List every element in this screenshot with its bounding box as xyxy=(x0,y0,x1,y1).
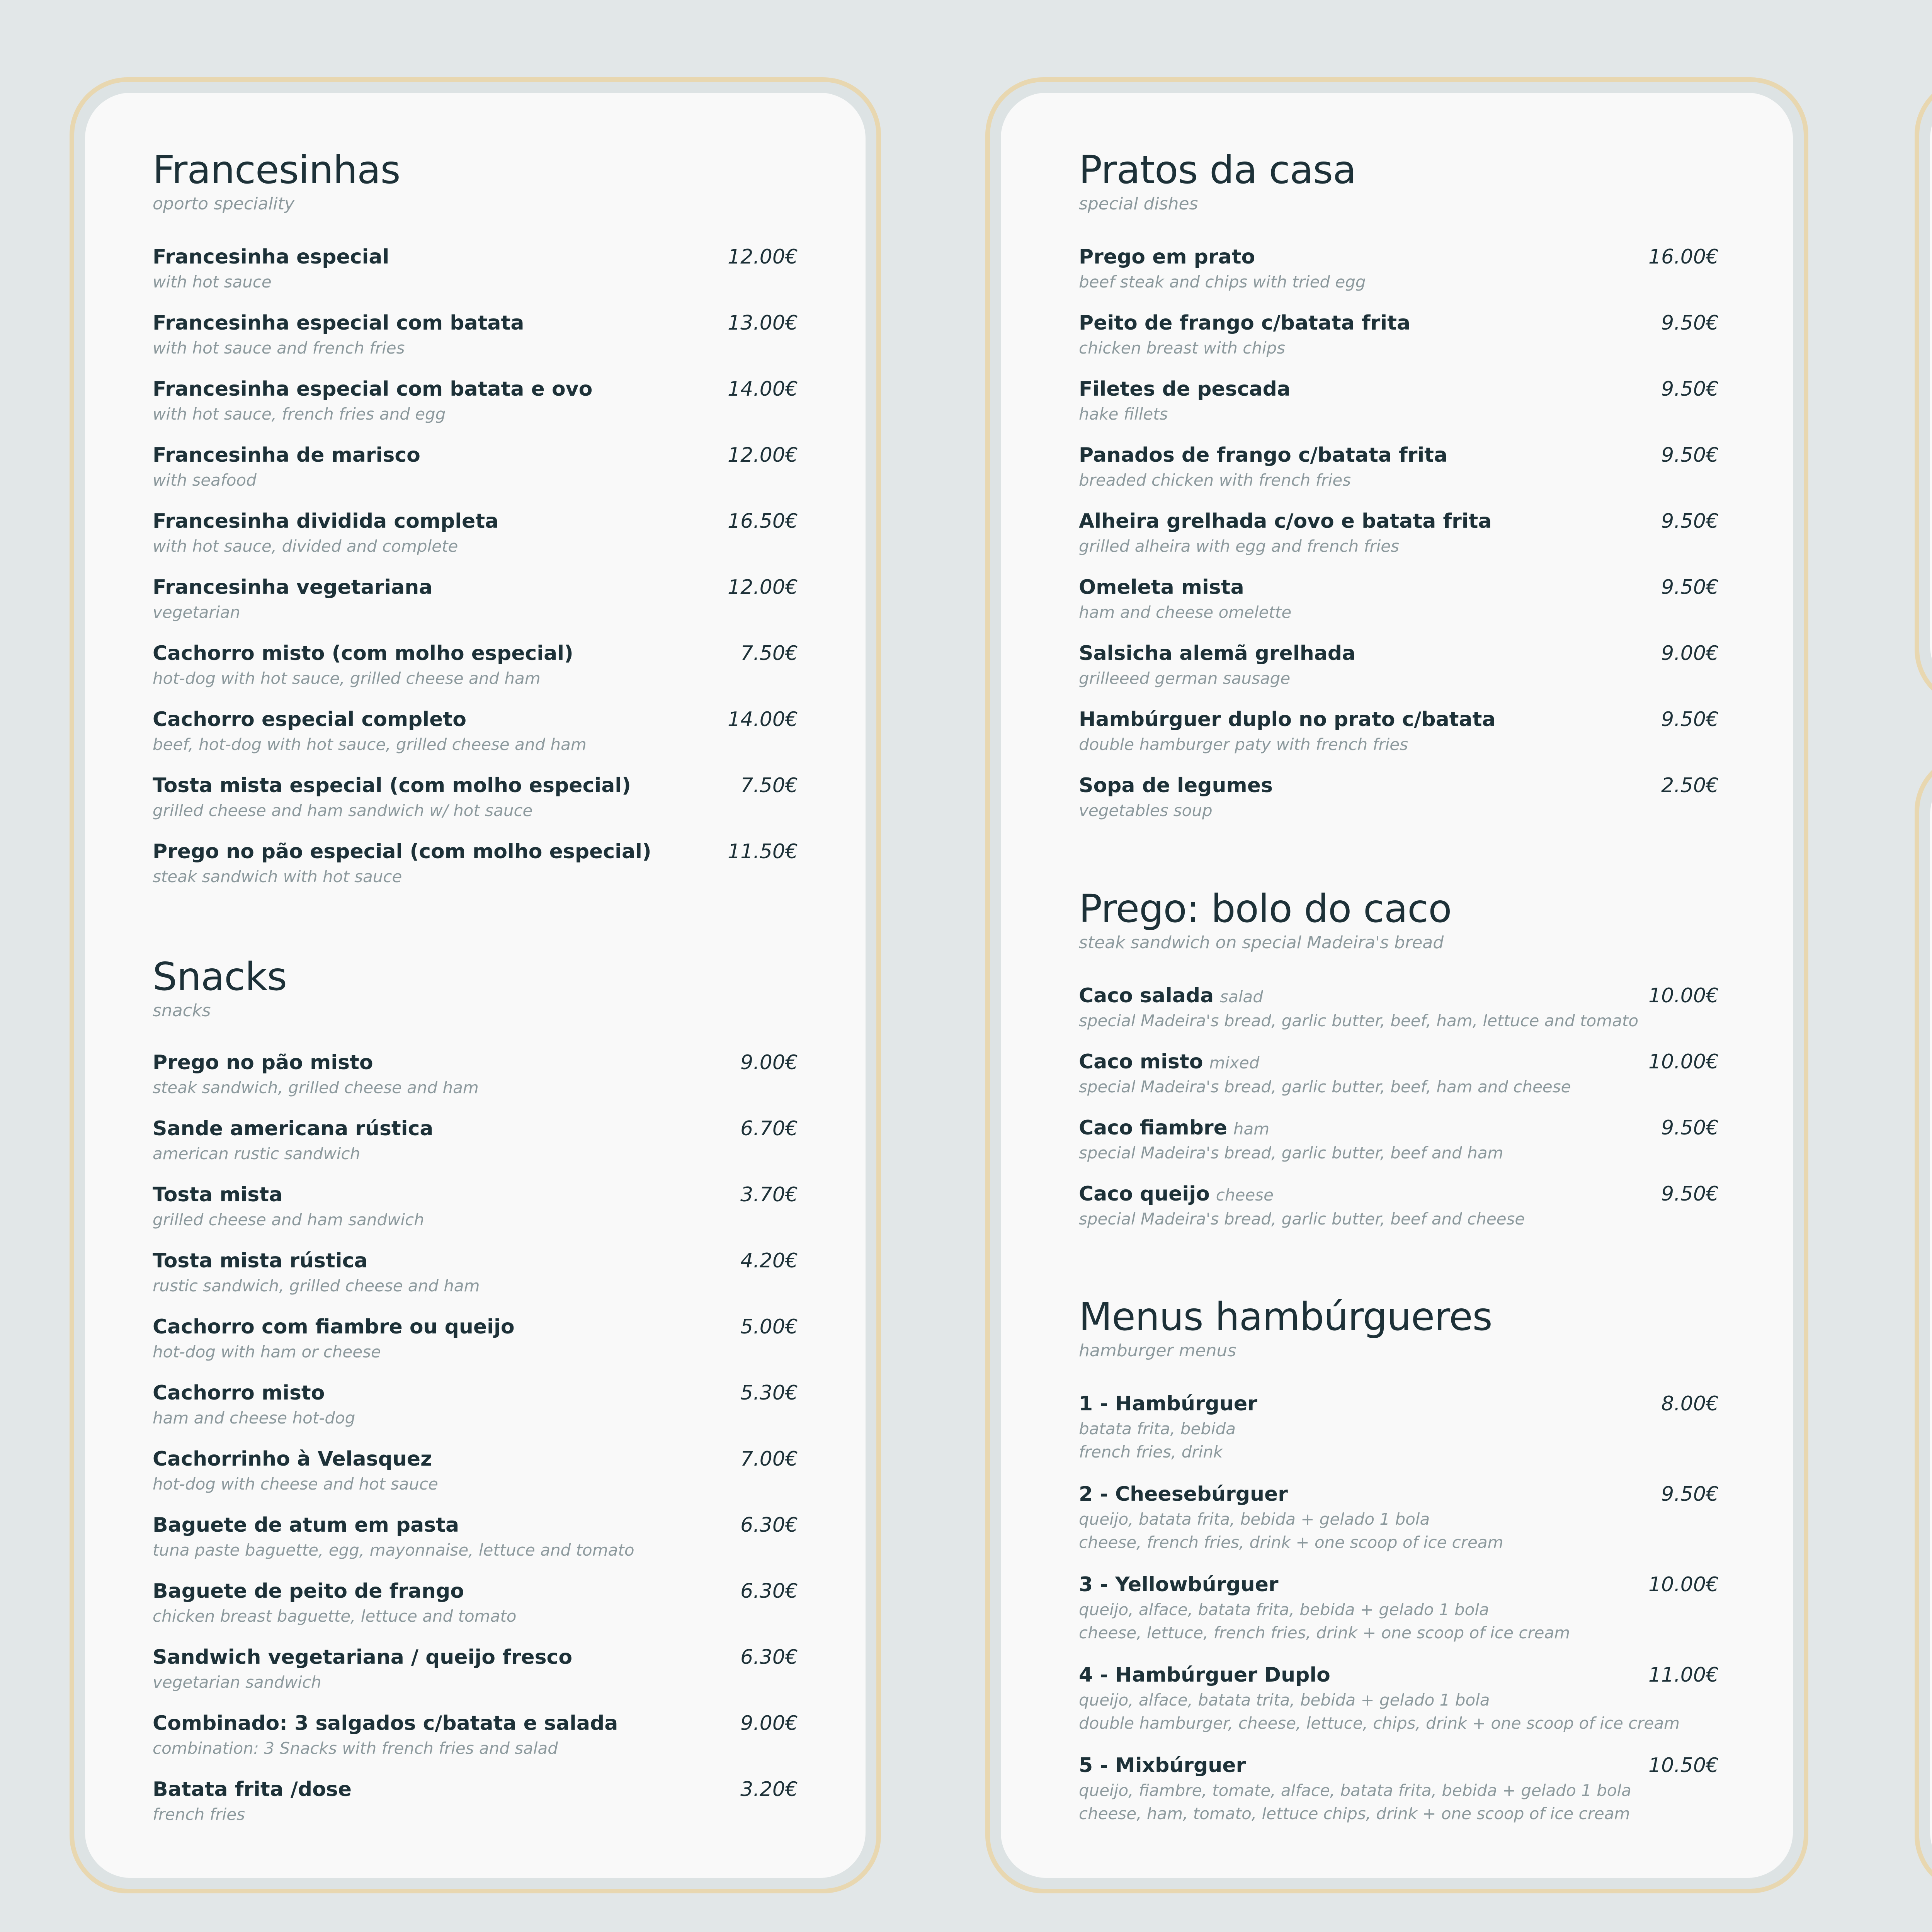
section-subtitle: steak sandwich on special Madeira's bread xyxy=(1079,933,1444,952)
item-price: 11.50€ xyxy=(728,840,798,863)
item-desc: hot-dog with hot sauce, grilled cheese and ham xyxy=(153,669,541,688)
item-price: 10.50€ xyxy=(1648,1754,1719,1777)
item-desc-en: double hamburger, cheese, lettuce, chips, drink + one scoop of ice cream xyxy=(1079,1714,1680,1733)
item-desc-en: cheese, ham, tomato, lettuce chips, drink + one scoop of ice cream xyxy=(1079,1804,1630,1823)
item-desc-en: cheese, french fries, drink + one scoop of ice cream xyxy=(1079,1533,1503,1552)
item-desc: double hamburger paty with french fries xyxy=(1079,735,1408,754)
item-price: 9.50€ xyxy=(1661,1182,1719,1206)
item-name: Omeleta mista xyxy=(1079,576,1244,599)
item-name: Baguete de atum em pasta xyxy=(153,1514,459,1537)
item-desc: beef steak and chips with tried egg xyxy=(1079,272,1366,291)
panel-middle-inner xyxy=(1001,93,1793,1878)
section-prego-bolo-do-caco xyxy=(1079,886,1719,1237)
panel-left-inner xyxy=(85,93,866,1878)
item-desc: ham and cheese omelette xyxy=(1079,603,1292,622)
item-price: 9.50€ xyxy=(1661,1483,1719,1506)
item-price: 9.00€ xyxy=(740,1051,798,1074)
item-price: 6.30€ xyxy=(740,1646,798,1669)
item-price: 9.50€ xyxy=(1661,378,1719,401)
item-desc: rustic sandwich, grilled cheese and ham xyxy=(153,1276,480,1295)
item-desc: french fries xyxy=(153,1805,245,1824)
item-name: Cachorrinho à Velasquez xyxy=(153,1447,432,1471)
item-name: Francesinha especial com batata xyxy=(153,311,524,335)
item-name: Panados de frango c/batata frita xyxy=(1079,444,1448,467)
item-desc: ham and cheese hot-dog xyxy=(153,1408,355,1427)
section-title: Snacks xyxy=(153,954,287,999)
item-tag: mixed xyxy=(1209,1053,1260,1072)
item-price: 9.00€ xyxy=(740,1712,798,1735)
item-price: 14.00€ xyxy=(728,708,798,731)
item-price: 14.00€ xyxy=(728,378,798,401)
item-desc: with hot sauce, divided and complete xyxy=(153,537,458,556)
item-name: Francesinha dividida completa xyxy=(153,510,499,533)
item-price: 9.00€ xyxy=(1661,642,1719,665)
item-desc: hot-dog with ham or cheese xyxy=(153,1342,381,1361)
item-name: Francesinha especial xyxy=(153,245,389,269)
item-price: 12.00€ xyxy=(728,245,798,269)
item-desc: grilled cheese and ham sandwich xyxy=(153,1210,424,1229)
item-price: 9.50€ xyxy=(1661,444,1719,467)
item-desc: queijo, fiambre, tomate, alface, batata frita, bebida + gelado 1 bola xyxy=(1079,1781,1631,1800)
item-price: 11.00€ xyxy=(1648,1663,1719,1687)
item-name: Caco salada salad xyxy=(1079,984,1263,1007)
item-desc: american rustic sandwich xyxy=(153,1144,361,1163)
item-price: 5.00€ xyxy=(740,1315,798,1338)
item-name: Caco misto mixed xyxy=(1079,1050,1260,1073)
item-desc: vegetables soup xyxy=(1079,801,1213,820)
item-price: 10.00€ xyxy=(1648,1573,1719,1596)
item-desc: special Madeira's bread, garlic butter, beef and cheese xyxy=(1079,1209,1525,1228)
item-desc: chicken breast with chips xyxy=(1079,338,1286,357)
menu-panel-dish-of-the-day xyxy=(1915,77,1932,707)
section-francesinhas xyxy=(153,147,798,923)
item-desc: special Madeira's bread, garlic butter, beef and ham xyxy=(1079,1143,1503,1162)
item-desc: hot-dog with cheese and hot sauce xyxy=(153,1475,438,1493)
item-price: 16.00€ xyxy=(1648,245,1719,269)
menu-panel-left xyxy=(70,77,881,1893)
item-price: 4.20€ xyxy=(740,1249,798,1272)
item-price: 3.70€ xyxy=(740,1183,798,1206)
item-desc: with hot sauce xyxy=(153,272,272,291)
item-price: 7.00€ xyxy=(740,1447,798,1471)
item-name: Baguete de peito de frango xyxy=(153,1580,464,1603)
item-name: 1 - Hambúrguer xyxy=(1079,1392,1257,1415)
item-price: 9.50€ xyxy=(1661,576,1719,599)
item-name: Francesinha de marisco xyxy=(153,444,420,467)
item-desc: tuna paste baguette, egg, mayonnaise, lettuce and tomato xyxy=(153,1541,634,1560)
item-name: 2 - Cheesebúrguer xyxy=(1079,1483,1288,1506)
item-tag: ham xyxy=(1233,1119,1270,1138)
item-price: 2.50€ xyxy=(1661,774,1719,797)
item-price: 9.50€ xyxy=(1661,708,1719,731)
item-desc-en: cheese, lettuce, french fries, drink + one scoop of ice cream xyxy=(1079,1623,1570,1642)
item-name: Caco fiambre ham xyxy=(1079,1116,1270,1139)
item-tag: salad xyxy=(1220,987,1263,1006)
item-price: 8.00€ xyxy=(1661,1392,1719,1415)
item-price: 10.00€ xyxy=(1648,1050,1719,1073)
item-desc: steak sandwich with hot sauce xyxy=(153,867,402,886)
item-name: Prego no pão especial (com molho especial) xyxy=(153,840,651,863)
item-name: Alheira grelhada c/ovo e batata frita xyxy=(1079,510,1492,533)
menu-panel-middle xyxy=(985,77,1808,1893)
item-price: 6.70€ xyxy=(740,1117,798,1140)
item-name: Sandwich vegetariana / queijo fresco xyxy=(153,1646,573,1669)
item-price: 12.00€ xyxy=(728,576,798,599)
section-subtitle: snacks xyxy=(153,1001,211,1020)
item-desc: combination: 3 Snacks with french fries and salad xyxy=(153,1739,558,1758)
item-desc: grilled cheese and ham sandwich w/ hot sauce xyxy=(153,801,533,820)
item-name: Prego no pão misto xyxy=(153,1051,373,1074)
item-desc: hake fillets xyxy=(1079,405,1168,423)
item-name: Batata frita /dose xyxy=(153,1778,352,1801)
section-title: Francesinhas xyxy=(153,147,400,192)
item-price: 12.00€ xyxy=(728,444,798,467)
section-pratos-da-casa xyxy=(1079,147,1719,846)
item-price: 9.50€ xyxy=(1661,510,1719,533)
item-price: 3.20€ xyxy=(740,1778,798,1801)
item-price: 5.30€ xyxy=(740,1381,798,1405)
item-desc: grilleeed german sausage xyxy=(1079,669,1291,688)
item-name: Cachorro com fiambre ou queijo xyxy=(153,1315,515,1338)
section-snacks xyxy=(153,954,798,1846)
item-name: Francesinha vegetariana xyxy=(153,576,433,599)
item-name: Francesinha especial com batata e ovo xyxy=(153,378,593,401)
item-price: 6.30€ xyxy=(740,1580,798,1603)
item-name: Hambúrguer duplo no prato c/batata xyxy=(1079,708,1496,731)
item-name: Cachorro especial completo xyxy=(153,708,466,731)
section-subtitle: hamburger menus xyxy=(1079,1341,1236,1361)
item-desc: chicken breast baguette, lettuce and tomato xyxy=(153,1607,517,1626)
item-desc: with hot sauce, french fries and egg xyxy=(153,405,446,423)
section-title: Prego: bolo do caco xyxy=(1079,886,1452,931)
item-name: Cachorro misto xyxy=(153,1381,325,1405)
item-desc: vegetarian sandwich xyxy=(153,1673,321,1692)
item-desc: special Madeira's bread, garlic butter, beef, ham, lettuce and tomato xyxy=(1079,1011,1639,1030)
panel-day-inner xyxy=(1930,93,1932,692)
item-tag: cheese xyxy=(1216,1185,1274,1204)
item-name: Tosta mista especial (com molho especial) xyxy=(153,774,631,797)
section-subtitle: special dishes xyxy=(1079,194,1198,214)
item-name: Sopa de legumes xyxy=(1079,774,1273,797)
section-title: Menus hambúrgueres xyxy=(1079,1294,1492,1339)
item-name: 5 - Mixbúrguer xyxy=(1079,1754,1246,1777)
item-name: Sande americana rústica xyxy=(153,1117,434,1140)
item-price: 7.50€ xyxy=(740,642,798,665)
item-name: 3 - Yellowbúrguer xyxy=(1079,1573,1279,1596)
item-desc: with hot sauce and french fries xyxy=(153,338,405,357)
item-desc: beef, hot-dog with hot sauce, grilled cheese and ham xyxy=(153,735,587,754)
item-price: 16.50€ xyxy=(728,510,798,533)
item-name: Prego em prato xyxy=(1079,245,1255,269)
section-title: Pratos da casa xyxy=(1079,147,1356,192)
item-desc: grilled alheira with egg and french fries xyxy=(1079,537,1400,556)
item-desc: breaded chicken with french fries xyxy=(1079,471,1351,490)
item-name: Cachorro misto (com molho especial) xyxy=(153,642,573,665)
item-desc-en: french fries, drink xyxy=(1079,1442,1223,1461)
item-desc: queijo, alface, batata trita, bebida + gelado 1 bola xyxy=(1079,1690,1490,1709)
item-desc: queijo, alface, batata frita, bebida + gelado 1 bola xyxy=(1079,1600,1489,1619)
item-desc: special Madeira's bread, garlic butter, beef, ham and cheese xyxy=(1079,1077,1571,1096)
item-name: Peito de frango c/batata frita xyxy=(1079,311,1411,335)
section-subtitle: oporto speciality xyxy=(153,194,295,214)
item-price: 6.30€ xyxy=(740,1514,798,1537)
item-price: 13.00€ xyxy=(728,311,798,335)
item-price: 9.50€ xyxy=(1661,1116,1719,1139)
item-name: Combinado: 3 salgados c/batata e salada xyxy=(153,1712,618,1735)
panel-right-inner xyxy=(1930,769,1932,1878)
item-desc: vegetarian xyxy=(153,603,240,622)
item-name: Salsicha alemã grelhada xyxy=(1079,642,1356,665)
section-menus-hamburgueres xyxy=(1079,1294,1719,1838)
item-name: Tosta mista xyxy=(153,1183,283,1206)
item-desc: queijo, batata frita, bebida + gelado 1 bola xyxy=(1079,1510,1430,1529)
item-price: 7.50€ xyxy=(740,774,798,797)
item-desc: batata frita, bebida xyxy=(1079,1419,1236,1438)
item-desc: with seafood xyxy=(153,471,257,490)
item-name: 4 - Hambúrguer Duplo xyxy=(1079,1663,1330,1687)
item-name: Caco queijo cheese xyxy=(1079,1182,1274,1206)
item-name: Tosta mista rústica xyxy=(153,1249,368,1272)
item-desc: steak sandwich, grilled cheese and ham xyxy=(153,1078,479,1097)
item-price: 9.50€ xyxy=(1661,311,1719,335)
menu-panel-right xyxy=(1915,753,1932,1893)
item-price: 10.00€ xyxy=(1648,984,1719,1007)
item-name: Filetes de pescada xyxy=(1079,378,1291,401)
